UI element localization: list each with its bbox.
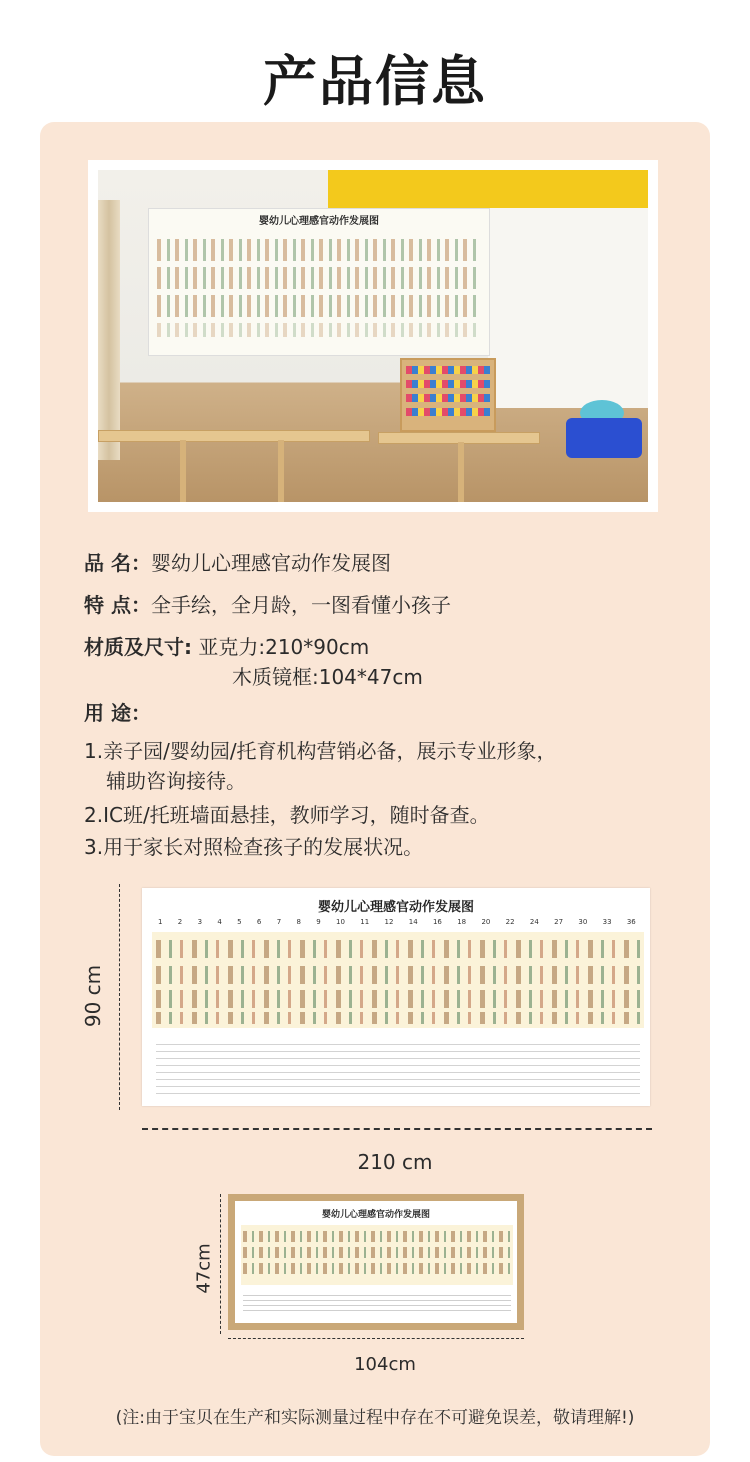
photo-table-leg [180,440,186,502]
classroom-photo [98,170,648,502]
month-label: 36 [626,918,636,926]
month-label: 18 [457,918,467,926]
small-height-dimension-line [220,1194,221,1334]
month-label: 16 [432,918,442,926]
name-label: 品 名： [84,551,151,575]
month-label: 30 [578,918,588,926]
page-title: 产品信息 [241,44,509,120]
small-width-dimension-line [228,1338,524,1339]
month-label: 33 [602,918,612,926]
small-chart-title: 婴幼儿心理感官动作发展图 [321,1210,430,1220]
large-chart-months [158,918,636,926]
month-label: 9 [316,918,321,926]
material-line2: 木质镜框:104*47cm [232,665,423,689]
photo-table-leg [458,442,464,502]
feature-label: 特 点： [84,593,151,617]
month-label: 8 [296,918,301,926]
large-chart-row [156,990,640,1008]
small-chart-text-rows [243,1291,511,1315]
info-feature [84,590,451,620]
usage-label: 用 途： [84,701,151,725]
info-name [84,548,391,578]
photo-blue-sofa [566,418,642,458]
month-label: 12 [384,918,394,926]
large-chart-row [156,966,640,984]
month-label: 24 [529,918,539,926]
small-width-label: 104cm [354,1354,416,1375]
feature-value: 全手绘，全月龄，一图看懂小孩子 [150,593,451,617]
month-label: 4 [217,918,222,926]
large-chart-image [142,888,650,1106]
width-dimension-line [142,1128,652,1130]
month-label: 22 [505,918,515,926]
usage-item-3: 3.用于家长对照检查孩子的发展状况。 [84,835,424,859]
photo-table-leg [278,440,284,502]
usage-item-1-cont: 辅助咨询接待。 [106,769,246,793]
month-label: 14 [408,918,418,926]
photo-yellow-wall [328,170,648,208]
usage-item-1: 1.亲子园/婴幼园/托育机构营销必备，展示专业形象， [84,739,557,763]
large-chart-row [156,1012,640,1024]
month-label: 27 [554,918,564,926]
photo-chart-band [157,239,481,261]
month-label: 6 [256,918,262,926]
photo-chart-band [157,267,481,289]
small-chart-row [243,1231,511,1242]
month-label: 5 [237,918,242,926]
height-dimension-line [119,884,120,1110]
month-label: 2 [177,918,183,926]
material-line1: 亚克力:210*90cm [198,635,370,659]
usage-item-2: 2.IC班/托班墙面悬挂，教师学习，随时备查。 [84,803,490,827]
month-label: 11 [360,918,370,926]
large-height-label: 90 cm [81,964,105,1028]
large-chart-title: 婴幼儿心理感官动作发展图 [317,900,474,915]
small-chart-row [243,1247,511,1258]
product-photo [88,160,658,512]
photo-table [98,430,370,442]
info-material [84,632,369,662]
month-label: 7 [276,918,282,926]
photo-chart-band [157,295,481,317]
month-label: 3 [197,918,203,926]
month-label: 10 [336,918,345,926]
large-chart-text-rows [156,1038,640,1094]
photo-chart-title: 婴幼儿心理感官动作发展图 [259,216,379,227]
framed-chart-image [228,1194,524,1330]
framed-chart-inner [235,1201,517,1323]
small-height-label: 47cm [193,1243,215,1294]
large-chart-row [156,940,640,958]
name-value: 婴幼儿心理感官动作发展图 [150,551,391,575]
footer-note: (注:由于宝贝在生产和实际测量过程中存在不可避免误差，敬请理解!) [115,1408,635,1428]
photo-white-wall [488,208,648,408]
large-width-label: 210 cm [357,1150,433,1174]
photo-toy-shelf [400,358,496,432]
photo-chart-band [157,323,481,337]
material-label: 材质及尺寸: [84,635,192,659]
month-label: 20 [481,918,491,926]
title-wrap [0,44,750,120]
photo-curtain [98,200,120,460]
small-chart-row [243,1263,511,1274]
month-label: 1 [158,918,163,926]
photo-wall-chart [148,208,490,356]
